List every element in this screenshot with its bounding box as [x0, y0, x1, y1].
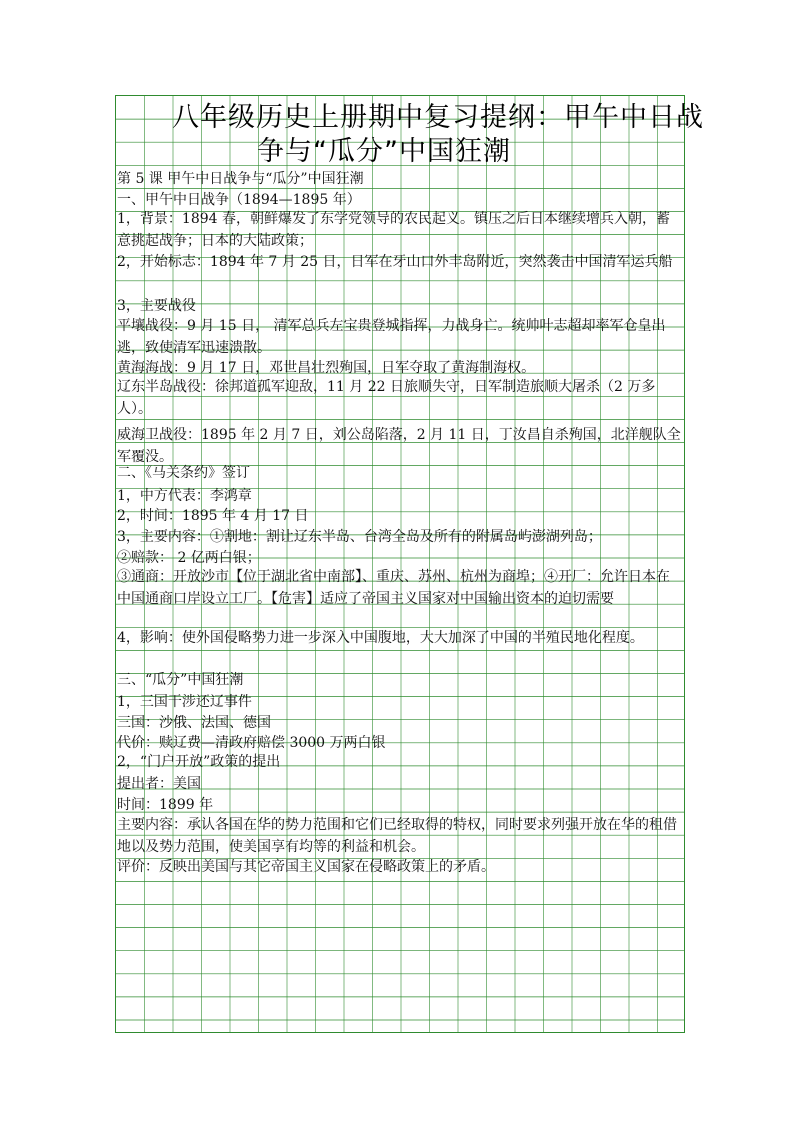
item-content-indemnity: ②赔款： 2 亿两白银；: [117, 550, 261, 566]
lesson-heading: 第 5 课 甲午中日战争与“瓜分”中国狂潮: [117, 171, 364, 187]
item-cost: 代价：赎辽费—清政府赔偿 3000 万两白银: [117, 735, 386, 751]
item-proposer: 提出者：美国: [117, 776, 201, 792]
page-title-line-2: 争与“瓜分”中国狂潮: [257, 136, 511, 167]
item-three-countries: 三国：沙俄、法国、德国: [117, 715, 271, 731]
item-time: 时间：1899 年: [117, 797, 214, 813]
paragraph-pyongyang: 平壤战役：9 月 15 日， 清军总兵左宝贵登城指挥，力战身亡。统帅叶志超却率军仓皇出逃，致使清军迅速溃散。: [117, 318, 666, 356]
item-evaluation: 评价：反映出美国与其它帝国主义国家在侵略政策上的矛盾。: [117, 859, 495, 875]
item-date: 2，时间：1895 年 4 月 17 日: [117, 508, 309, 524]
section-heading-2: 二、《马关条约》签订: [117, 465, 250, 481]
item-content-territory: 3，主要内容：①割地：割让辽东半岛、台湾全岛及所有的附属岛屿澎湖列岛；: [117, 529, 602, 545]
item-open-door: 2，“门户开放”政策的提出: [117, 754, 281, 770]
item-triple-intervention: 1，三国干涉还辽事件: [117, 694, 252, 710]
paragraph-liaodong: 辽东半岛战役：徐邦道孤军迎敌，11 月 22 日旅顺失守，日军制造旅顺大屠杀（2 万多人）。: [117, 379, 656, 417]
paragraph-start: 2，开始标志：1894 年 7 月 25 日，日军在牙山口外丰岛附近，突然袭击中国清军运兵船: [117, 254, 673, 270]
page-title-line-1: 八年级历史上册期中复习提纲：甲午中日战: [172, 102, 704, 133]
subheading-battles: 3，主要战役: [117, 298, 196, 314]
item-representative: 1，中方代表：李鸿章: [117, 488, 252, 504]
item-main-content: 主要内容：承认各国在华的势力范围和它们已经取得的特权，同时要求列强开放在华的租借地以及势力范围，使美国享有均等的利益和机会。: [117, 817, 677, 855]
item-impact: 4，影响：使外国侵略势力进一步深入中国腹地，大大加深了中国的半殖民地化程度。: [117, 630, 644, 646]
item-content-trade: ③通商：开放沙市【位于湖北省中南部】、重庆、苏州、杭州为商埠；④开厂：允许日本在中国通商口岸设立工厂。【危害】适应了帝国主义国家对中国输出资本的迫切需要: [117, 569, 670, 607]
section-heading-3: 三、“瓜分”中国狂潮: [117, 672, 244, 688]
paragraph-background: 1，背景：1894 春，朝鲜爆发了东学党领导的农民起义。镇压之后日本继续增兵入朝，蓄意挑起战争；日本的大陆政策；: [117, 211, 670, 249]
paragraph-yellow-sea: 黄海海战：9 月 17 日，邓世昌壮烈殉国，日军夺取了黄海制海权。: [117, 360, 536, 376]
paragraph-weihaiwei: 威海卫战役：1895 年 2 月 7 日，刘公岛陷落，2 月 11 日，丁汝昌自杀殉国，北洋舰队全军覆没。: [117, 427, 681, 465]
section-heading-1: 一、甲午中日战争（1894—1895 年）: [117, 192, 361, 208]
